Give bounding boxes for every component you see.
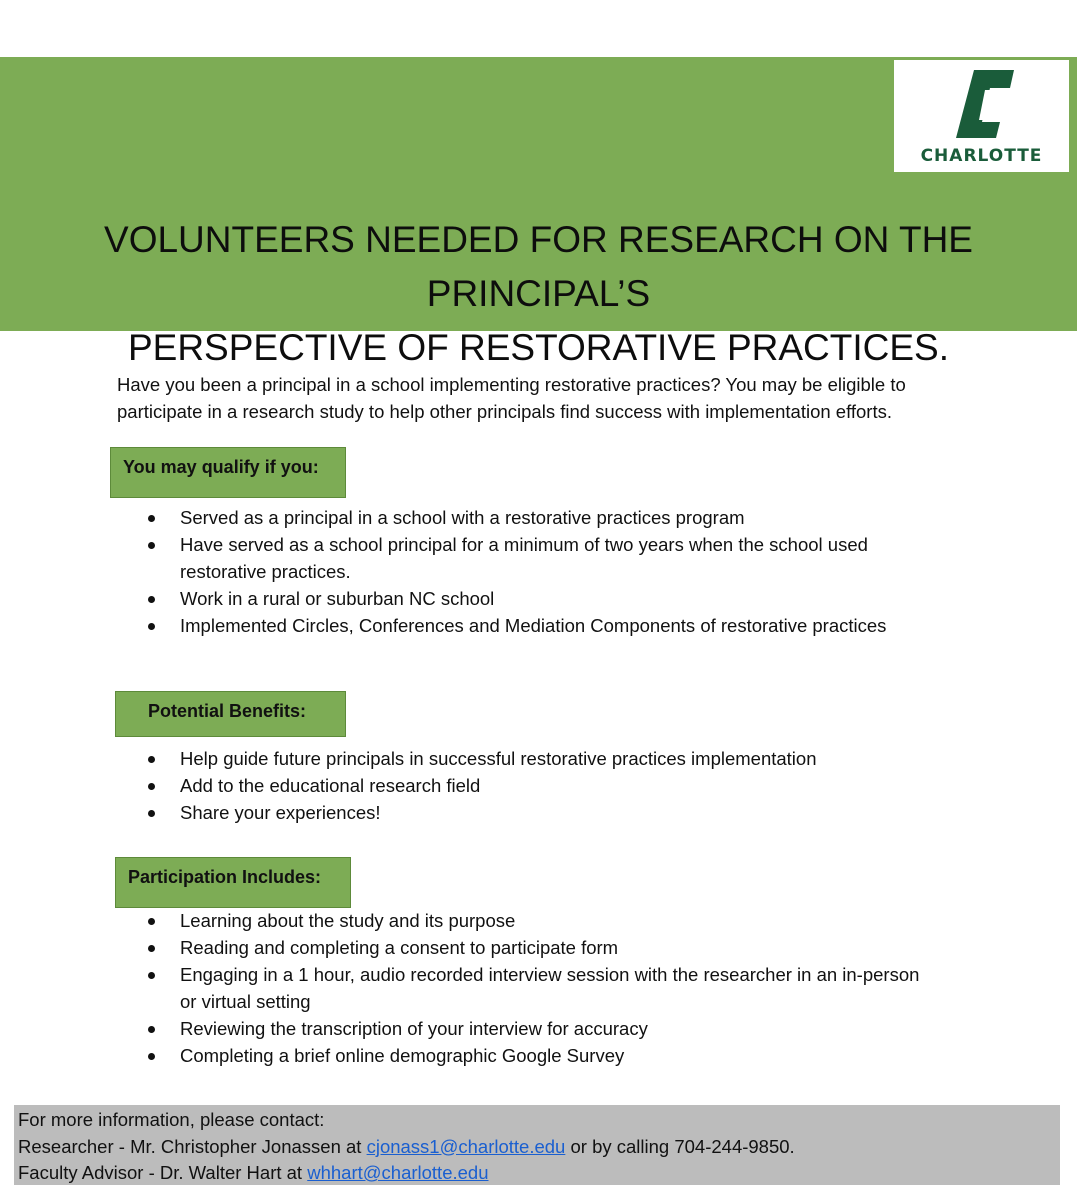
list-item [0, 504, 930, 531]
logo-wordmark: CHARLOTTE [920, 146, 1043, 166]
bullet-icon [148, 783, 155, 790]
list-item-text: Help guide future principals in successful restorative practices implementation [180, 748, 817, 769]
list-item-text: Add to the educational research field [180, 775, 481, 796]
list-item [0, 585, 930, 612]
participation-list [0, 907, 1000, 1069]
intro-paragraph [117, 371, 997, 425]
list-item-text: Engaging in a 1 hour, audio recorded interview session with the researcher in an in-person or virtual setting [180, 964, 920, 1012]
list-item-text: Share your experiences! [180, 802, 381, 823]
list-item [0, 934, 930, 961]
intro-line-2: participate in a research study to help other principals find success with implementation efforts. [117, 401, 892, 422]
list-item-text: Implemented Circles, Conferences and Mediation Components of restorative practices [180, 615, 887, 636]
list-item [0, 1042, 930, 1069]
qualify-section-label: You may qualify if you: [110, 447, 346, 498]
list-item [0, 1015, 930, 1042]
list-item [0, 799, 930, 826]
bullet-icon [148, 515, 155, 522]
qualify-list [0, 504, 1000, 639]
participation-section-label: Participation Includes: [115, 857, 351, 908]
bullet-icon [148, 1026, 155, 1033]
list-item [0, 745, 930, 772]
list-item-text: Work in a rural or suburban NC school [180, 588, 495, 609]
list-item-text: Reading and completing a consent to participate form [180, 937, 619, 958]
list-item-text: Learning about the study and its purpose [180, 910, 516, 931]
list-item-text: Have served as a school principal for a minimum of two years when the school used restorative practices. [180, 534, 868, 582]
bullet-icon [148, 596, 155, 603]
list-item [0, 531, 930, 585]
bullet-icon [148, 756, 155, 763]
researcher-suffix: or by calling 704-244-9850. [565, 1135, 795, 1157]
list-item [0, 961, 930, 1015]
contact-box [14, 1105, 1060, 1185]
advisor-prefix: Faculty Advisor - Dr. Walter Hart at [18, 1162, 308, 1183]
title-line-1: VOLUNTEERS NEEDED FOR RESEARCH ON THE PRINCIPAL’S [104, 219, 973, 314]
bullet-icon [148, 945, 155, 952]
list-item [0, 772, 930, 799]
advisor-email-link[interactable]: whhart@charlotte.edu [307, 1162, 489, 1183]
page-title [0, 213, 1077, 375]
list-item-text: Served as a principal in a school with a restorative practices program [180, 507, 745, 528]
researcher-email-link[interactable]: cjonass1@charlotte.edu [366, 1135, 566, 1157]
list-item-text: Reviewing the transcription of your interview for accuracy [180, 1018, 648, 1039]
contact-heading: For more information, please contact: [18, 1109, 325, 1130]
title-line-2: PERSPECTIVE OF RESTORATIVE PRACTICES. [127, 327, 949, 368]
bullet-icon [148, 972, 155, 979]
list-item-text: Completing a brief online demographic Google Survey [180, 1045, 625, 1066]
charlotte-c-logo-icon [944, 66, 1020, 142]
bullet-icon [148, 623, 155, 630]
advisor-line [18, 1160, 1060, 1187]
bullet-icon [148, 810, 155, 817]
researcher-prefix: Researcher - Mr. Christopher Jonassen at [18, 1135, 367, 1157]
bullet-icon [148, 1053, 155, 1060]
charlotte-logo [894, 60, 1069, 172]
researcher-line [18, 1134, 1060, 1161]
bullet-icon [148, 542, 155, 549]
list-item [0, 612, 930, 639]
intro-line-1: Have you been a principal in a school implementing restorative practices? You may be eligible to [117, 374, 906, 395]
benefits-list [0, 745, 1000, 826]
bullet-icon [148, 918, 155, 925]
list-item [0, 907, 930, 934]
benefits-section-label: Potential Benefits: [115, 691, 346, 737]
